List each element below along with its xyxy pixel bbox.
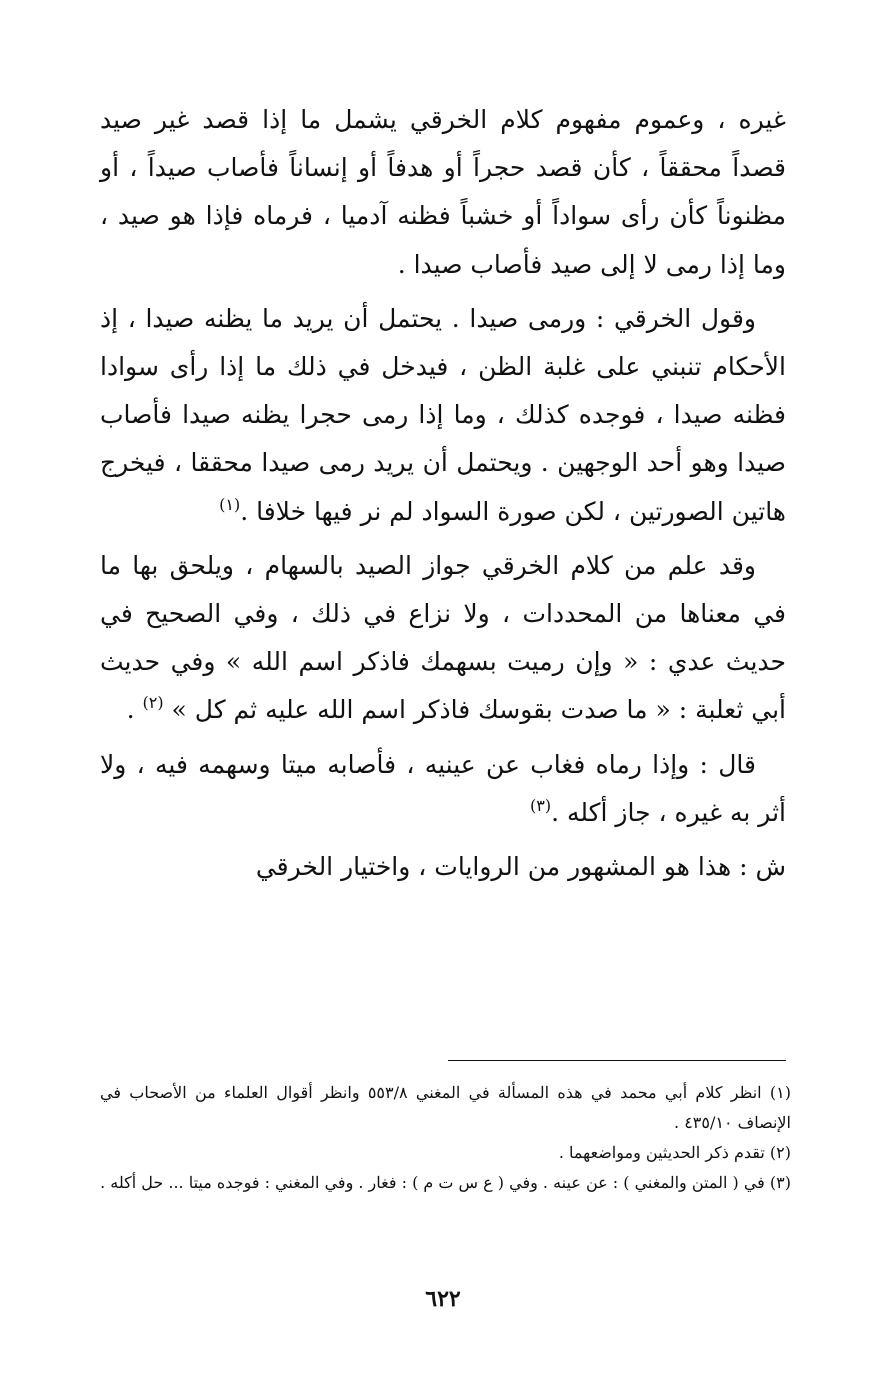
footnote-divider (448, 1060, 786, 1061)
paragraph-2-text: وقول الخرقي : ورمى صيدا . يحتمل أن يريد ما يظنه صيدا ، إذ الأحكام تنبني على غلبة الظن ، فيدخل في ذلك ما إذا رأى سوادا فظنه صيدا ، فوجده كذلك ، وما إذا رمى حجرا يظنه صيدا فأصاب صيدا وهو أحد الوجهين . ويحتمل أن يريد رمى صيدا محققا ، فيخرج هاتين الصورتين ، لكن صورة السواد لم نر فيها خلافا . (100, 303, 786, 526)
paragraph-4 (100, 741, 786, 837)
paragraph-2 (100, 295, 786, 536)
footnote-marker-3[interactable]: (٣) (529, 795, 552, 815)
paragraph-5 (100, 843, 786, 891)
main-text-block (100, 96, 786, 891)
paragraph-1 (100, 96, 786, 289)
footnote-3: (٣) في ( المتن والمغني ) : عن عينه . وفي ( ع س ت م ) : فغار . وفي المغني : فوجده ميتا ... حل أكله . (100, 1173, 791, 1192)
paragraph-1-text: غيره ، وعموم مفهوم كلام الخرقي يشمل ما إذا قصد غير صيد قصداً محققاً ، كأن قصد حجراً أو هدفاً أو إنساناً فأصاب صيداً ، أو مظنوناً كأن رأى سواداً أو خشباً فظنه آدميا ، فرماه فإذا هو صيد ، وما إذا رمى لا إلى صيد فأصاب صيدا . (100, 105, 786, 279)
footnote-marker-1[interactable]: (١) (219, 494, 241, 514)
page-number: ٦٢٢ (425, 1286, 461, 1312)
paragraph-5-text: ش : هذا هو المشهور من الروايات ، واختيار الخرقي (255, 852, 786, 882)
footnote-1: (١) انظر كلام أبي محمد في هذه المسألة في المغني ٥٥٣/٨ وانظر أقوال العلماء من الأصحاب في الإنصاف ٤٣٥/١٠ . (100, 1083, 791, 1132)
paragraph-3 (100, 542, 786, 735)
paragraph-4-text: قال : وإذا رماه فغاب عن عينيه ، فأصابه ميتا وسهمه فيه ، ولا أثر به غيره ، جاز أكله . (100, 749, 786, 827)
footnotes-section (100, 1078, 791, 1198)
paragraph-3-trailing: . (126, 695, 143, 725)
footnote-2: (٢) تقدم ذكر الحديثين ومواضعهما . (558, 1143, 791, 1162)
footnote-marker-2[interactable]: (٢) (142, 693, 164, 713)
paragraph-3-text: وقد علم من كلام الخرقي جواز الصيد بالسهام ، ويلحق بها ما في معناها من المحددات ، ولا نزاع في ذلك ، وفي الصحيح في حديث عدي : « وإن رميت بسهمك فاذكر اسم الله » وفي حديث أبي ثعلبة : « ما صدت بقوسك فاذكر اسم الله عليه ثم كل » (100, 550, 786, 725)
